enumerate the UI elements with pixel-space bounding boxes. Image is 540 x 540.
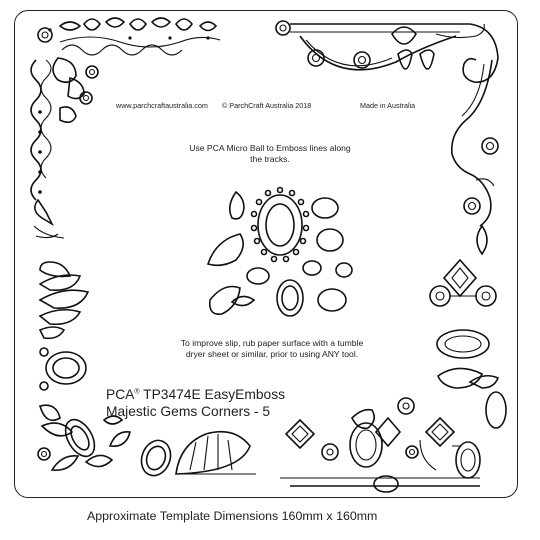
slip-instruction-line-1: To improve slip, rub paper surface with a tumble: [180, 338, 364, 348]
made-in-text: Made in Australia: [360, 101, 416, 110]
website-text: www.parchcraftaustralia.com: [116, 101, 208, 110]
copyright-text: © ParchCraft Australia 2018: [222, 101, 312, 110]
bottom-left-corner-motif: [38, 262, 256, 480]
design-name: Majestic Gems Corners - 5: [106, 404, 271, 419]
bottom-right-corner-motif: [280, 260, 506, 492]
emboss-instruction-line-1: Use PCA Micro Ball to Emboss lines along: [189, 143, 351, 153]
registered-mark: ®: [134, 388, 140, 396]
centre-gem-cluster: [208, 188, 352, 317]
brand-name: PCA: [106, 387, 135, 402]
product-code: TP3474E EasyEmboss: [143, 387, 286, 402]
product-title: [106, 387, 285, 404]
slip-instruction-line-2: dryer sheet or similar, prior to using ANY tool.: [185, 348, 359, 359]
top-left-corner-motif: [31, 18, 220, 238]
emboss-instruction-line-2: the tracks.: [250, 153, 290, 164]
dimensions-caption: Approximate Template Dimensions 160mm x 160mm: [87, 509, 378, 523]
emboss-instructions: [170, 143, 370, 164]
slip-instructions: [164, 338, 380, 359]
top-right-corner-motif: [276, 21, 498, 254]
